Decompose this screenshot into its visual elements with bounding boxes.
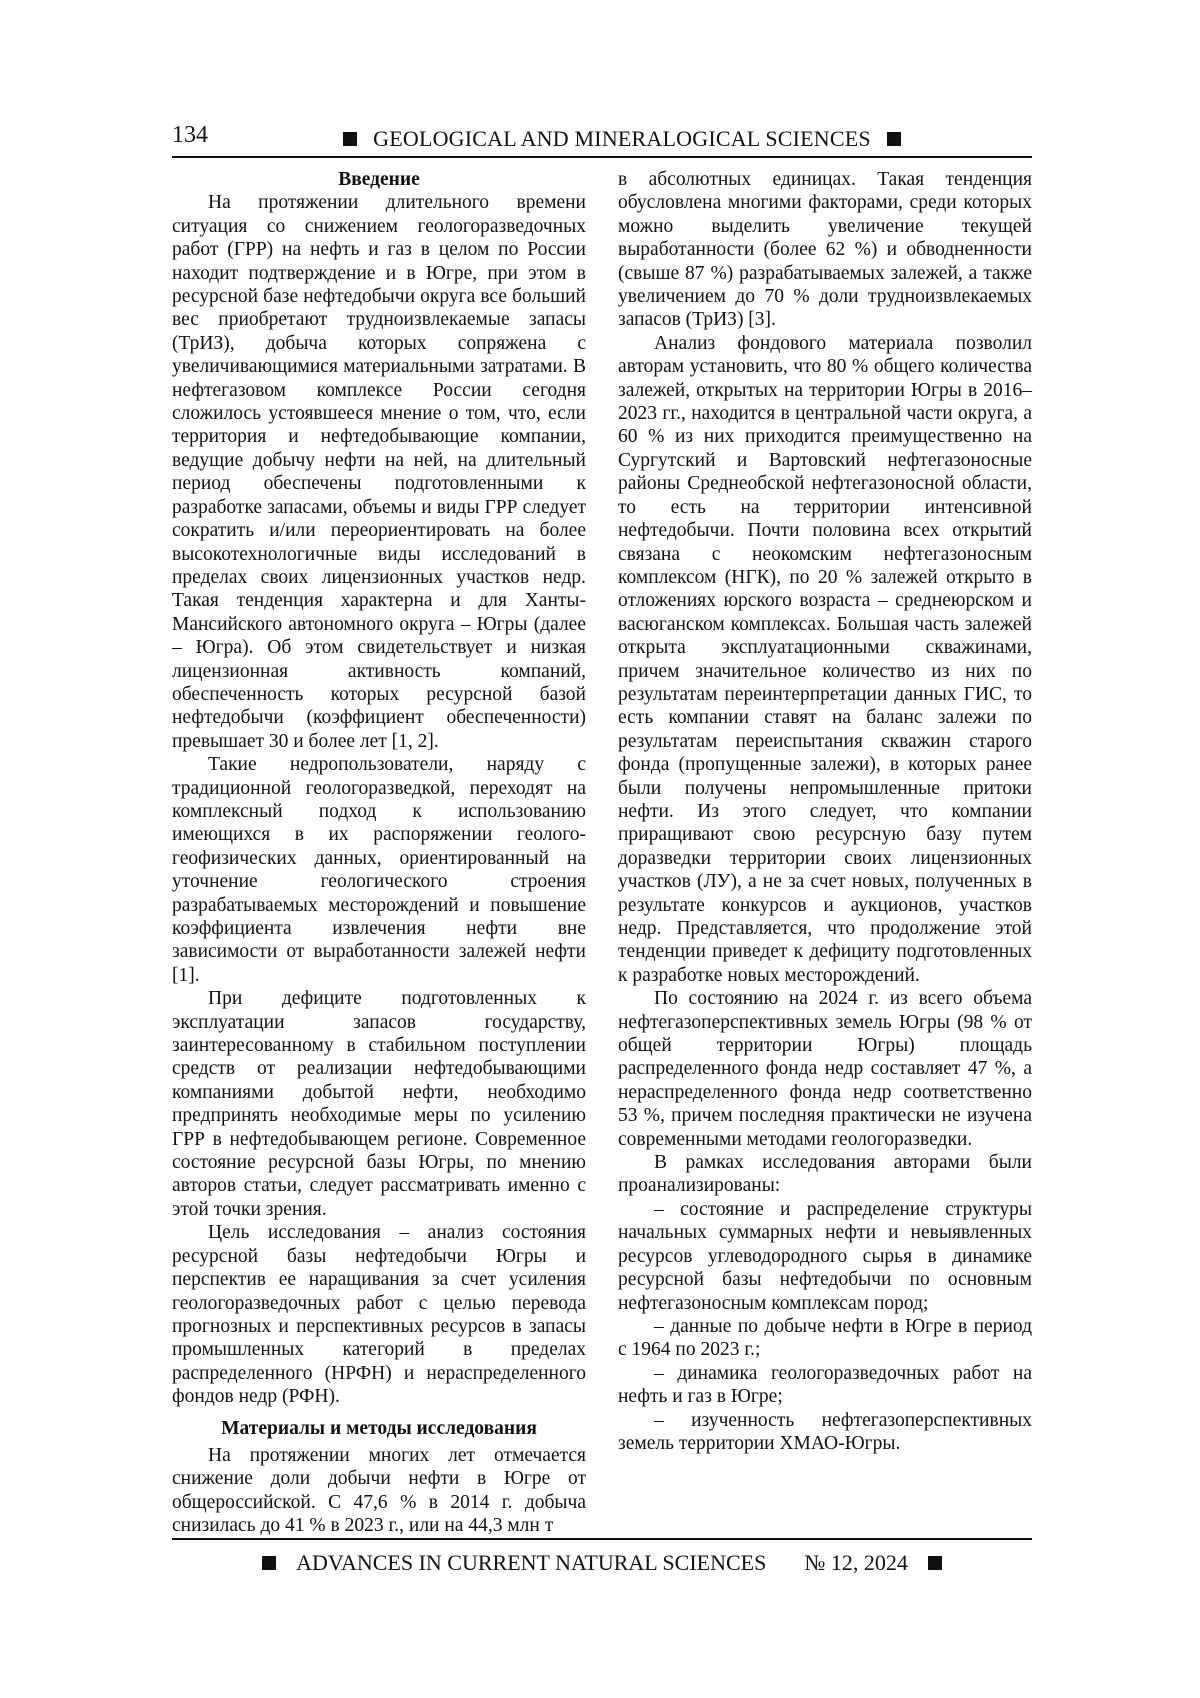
paragraph-continuation: в абсолютных единицах. Такая тенденция обусловлена многими факторами, среди которых можно выделить увеличение текущей выработанности (более 62 %) и обводненности (свыше 87 %) разрабатываемых залежей, а также увеличением до 70 % доли трудноизвлекаемых запасов (ТрИЗ) [3].	[618, 169, 1032, 331]
page-number: 134	[172, 122, 208, 148]
square-bullet-icon	[343, 132, 357, 146]
paragraph: В рамках исследования авторами были проанализированы:	[618, 1152, 1032, 1197]
list-item: – динамика геологоразведочных работ на нефть и газ в Югре;	[618, 1362, 1032, 1408]
list-item: – изученность нефтегазоперспективных земель территории ХМАО-Югры.	[618, 1409, 1032, 1454]
right-column	[618, 168, 1032, 1455]
paragraph: Такие недропользователи, наряду с традиционной геологоразведкой, переходят на комплексный подход к использованию имеющихся в их распоряжении геолого-геофизических данных, ориентированный на уточнение геологического строения разрабатываемых месторождений и повышение коэффициента извлечения нефти вне зависимости от выработанности залежей нефти [1].	[172, 754, 586, 986]
journal-name: ADVANCES IN CURRENT NATURAL SCIENCES	[296, 1550, 767, 1575]
list-item: – данные по добыче нефти в Югре в период с 1964 по 2023 г.;	[618, 1315, 1032, 1361]
header-rule	[172, 156, 1032, 158]
paragraph: Цель исследования – анализ состояния ресурсной базы нефтедобычи Югры и перспектив ее наращивания за счет усиления геологоразведочных работ с целью перевода прогнозных и перспективных ресурсов в запасы промышленных категорий в пределах распределенного (НРФН) и нераспределенного фондов недр (РФН).	[172, 1222, 586, 1408]
issue-number: № 12, 2024	[804, 1550, 908, 1575]
footer-rule	[172, 1538, 1032, 1540]
square-bullet-icon	[928, 1556, 942, 1570]
paragraph: При дефиците подготовленных к эксплуатации запасов государству, заинтересованному в стабильном поступлении средств от реализации нефтедобывающими компаниями добытой нефти, необходимо предпринять необходимые меры по усилению ГРР в нефтедобывающем регионе. Современное состояние ресурсной базы Югры, по мнению авторов статьи, следует рассматривать именно с этой точки зрения.	[172, 988, 586, 1220]
list-item: – состояние и распределение структуры начальных суммарных нефти и невыявленных ресурсов углеводородного сырья в динамике ресурсной базы нефтедобычи по основным нефтегазоносным комплексам пород;	[618, 1198, 1032, 1314]
paragraph: На протяжении длительного времени ситуация со снижением геологоразведочных работ (ГРР) на нефть и газ в целом по России находит подтверждение и в Югре, при этом в ресурсной базе нефтедобычи округа все больший вес приобретают трудноизвлекаемые запасы (ТрИЗ), добыча которых сопряжена с увеличивающимися материальными затратами. В нефтегазовом комплексе России сегодня сложилось устоявшееся мнение о том, что, если территория и нефтедобывающие компании, ведущие добычу нефти на ней, на длительный период обеспечены подготовленными к разработке запасами, объемы и виды ГРР следует сократить и/или переориентировать на более высокотехнологичные виды исследований в пределах своих лицензионных участков недр. Такая тенденция характерна и для Ханты-Мансийского автономного округа – Югры (далее – Югра). Об этом свидетельствует и низкая лицензионная активность компаний, обеспеченность которых ресурсной базой нефтедобычи (коэффициент обеспеченности) превышает 30 и более лет [1, 2].	[172, 192, 586, 752]
square-bullet-icon	[262, 1556, 276, 1570]
methods-heading: Материалы и методы исследования	[221, 1417, 537, 1439]
paragraph: Анализ фондового материала позволил авторам установить, что 80 % общего количества залежей, открытых на территории Югры в 2016–2023 гг., находится в центральной части округа, а 60 % из них приходится преимущественно на Сургутский и Вартовский нефтегазоносные районы Среднеобской нефтегазоносной области, то есть на территории интенсивной нефтедобычи. Почти половина всех открытий связана с неокомским нефтегазоносным комплексом (НГК), по 20 % залежей открыто в отложениях юрского возраста – среднеюрском и васюганском комплексах. Большая часть залежей открыта эксплуатационными скважинами, причем значительное количество из них по результатам переинтерпретации данных ГИС, то есть компании ставят на баланс залежи по результатам переиспытания скважин старого фонда (пропущенные залежи), в которых ранее были получены непромышленные притоки нефти. Из этого следует, что компании приращивают свою ресурсную базу путем доразведки территории своих лицензионных участков (ЛУ), а не за счет новых, полученных в результате конкурсов и аукционов, участков недр. Представляется, что продолжение этой тенденции приведет к дефициту подготовленных к разработке новых месторождений.	[618, 332, 1032, 986]
paragraph: На протяжении многих лет отмечается снижение доли добычи нефти в Югре от общероссийской. С 47,6 % в 2014 г. добыча снизилась до 41 % в 2023 г., или на 44,3 млн т	[172, 1444, 586, 1537]
square-bullet-icon	[887, 132, 901, 146]
page-header	[172, 118, 1032, 158]
intro-heading: Введение	[338, 169, 420, 190]
page-footer	[172, 1546, 1032, 1580]
section-title-text: GEOLOGICAL AND MINERALOGICAL SCIENCES	[373, 126, 871, 151]
section-title	[322, 126, 922, 152]
paragraph: По состоянию на 2024 г. из всего объема нефтегазоперспективных земель Югры (98 % от общей территории Югры) площадь распределенного фонда недр составляет 47 %, а нераспределенного фонда недр соответственно 53 %, причем последняя практически не изучена современными методами геологоразведки.	[618, 988, 1032, 1150]
left-column	[172, 168, 586, 1538]
